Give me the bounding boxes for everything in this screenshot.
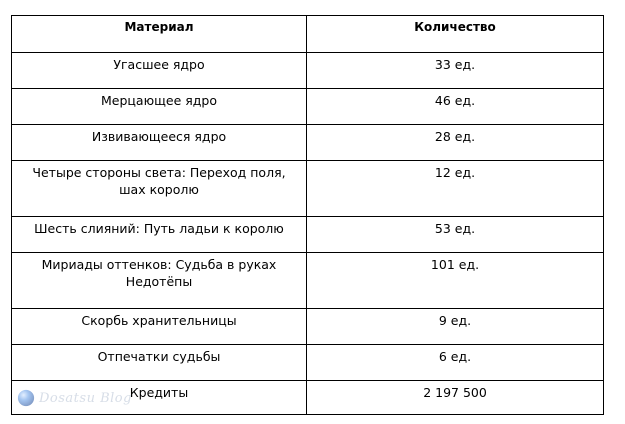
table-row [12, 89, 604, 125]
quantity-cell: 12 ед. [307, 161, 604, 217]
quantity-cell: 28 ед. [307, 125, 604, 161]
material-cell: Извивающееся ядро [12, 125, 307, 161]
material-cell: Угасшее ядро [12, 53, 307, 89]
quantity-cell: 6 ед. [307, 345, 604, 381]
materials-table [11, 15, 604, 415]
material-cell: Кредиты [12, 381, 307, 415]
quantity-cell: 9 ед. [307, 309, 604, 345]
material-cell: Четыре стороны света: Переход поля, шах королю [12, 161, 307, 217]
material-cell: Мерцающее ядро [12, 89, 307, 125]
table-header-row [12, 16, 604, 53]
watermark-text: Dosatsu Blog [39, 390, 132, 406]
blog-watermark [17, 388, 132, 408]
material-cell: Отпечатки судьбы [12, 345, 307, 381]
quantity-cell: 33 ед. [307, 53, 604, 89]
quantity-cell: 101 ед. [307, 253, 604, 309]
quantity-cell: 2 197 500 [307, 381, 604, 415]
table-row [12, 345, 604, 381]
table-row [12, 125, 604, 161]
material-cell: Мириады оттенков: Судьба в руках Недотёпы [12, 253, 307, 309]
header-material: Материал [12, 16, 307, 53]
header-quantity: Количество [307, 16, 604, 53]
blue-sphere-icon [17, 389, 35, 407]
quantity-cell: 46 ед. [307, 89, 604, 125]
material-cell: Шесть слияний: Путь ладьи к королю [12, 217, 307, 253]
table-row [12, 53, 604, 89]
table-row [12, 217, 604, 253]
quantity-cell: 53 ед. [307, 217, 604, 253]
table-row [12, 161, 604, 217]
table-row [12, 309, 604, 345]
table-row [12, 253, 604, 309]
material-cell: Скорбь хранительницы [12, 309, 307, 345]
